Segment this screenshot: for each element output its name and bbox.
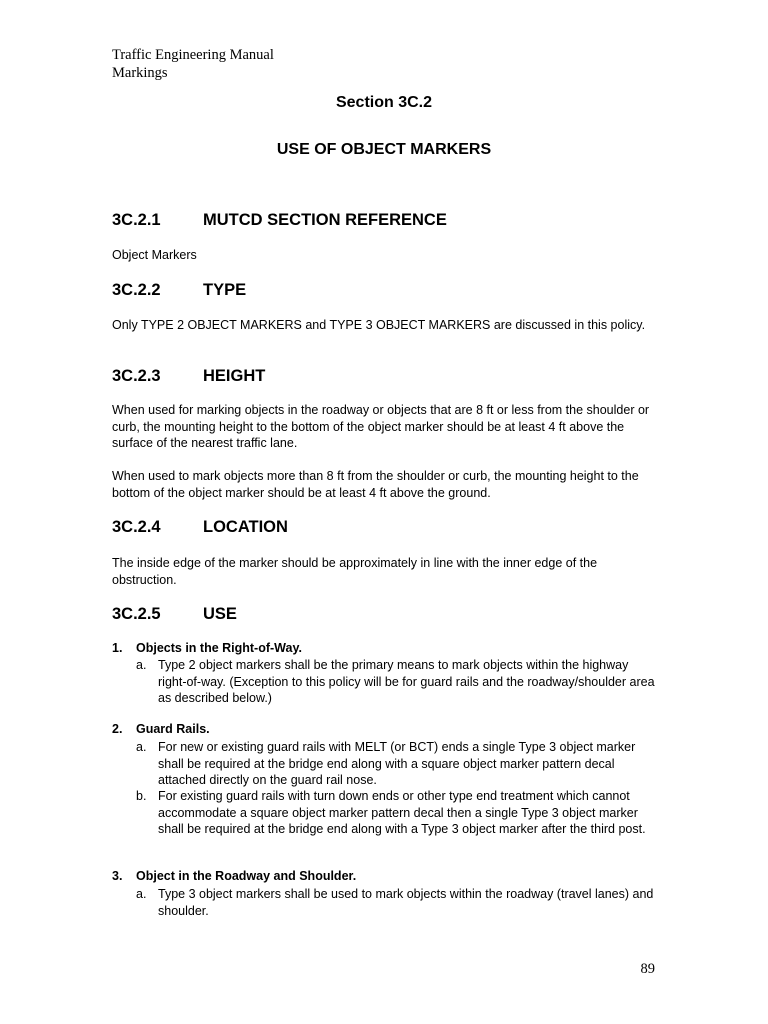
section-heading: MUTCD SECTION REFERENCE — [203, 211, 447, 229]
section-number: 3C.2.2 — [112, 281, 161, 299]
sub-item-text: Type 3 object markers shall be used to mark objects within the roadway (travel lanes) and shoulder. — [158, 887, 654, 918]
header-chapter: Markings — [112, 65, 168, 81]
sub-item-text: Type 2 object markers shall be the primary means to mark objects within the highway right-of-way. (Exception to this policy will be for guard rails and the roadway/shoulder area as described below.) — [158, 658, 655, 705]
section-subtitle: USE OF OBJECT MARKERS — [276, 141, 492, 158]
sub-item-text: For new or existing guard rails with MELT (or BCT) ends a single Type 3 object marker shall be required at the bridge end along with a square object marker pattern decal attached directly on the guard rail nose. — [158, 740, 636, 787]
sub-item-letter: a. — [136, 658, 147, 672]
sub-item-letter: b. — [136, 789, 147, 803]
section-title: Section 3C.2 — [335, 94, 433, 111]
paragraph-reference: Object Markers — [112, 248, 197, 262]
paragraph-height-1: When used for marking objects in the roadway or objects that are 8 ft or less from the shoulder or curb, the mounting height to the bottom of the object marker should be at least 4 ft above the surface of the nearest traffic lane. — [112, 403, 650, 450]
sub-item-letter: a. — [136, 887, 147, 901]
paragraph-location: The inside edge of the marker should be approximately in line with the inner edge of the obstruction. — [112, 556, 598, 587]
section-number: 3C.2.5 — [112, 605, 161, 623]
paragraph-height-2: When used to mark objects more than 8 ft from the shoulder or curb, the mounting height to the bottom of the object marker should be at least 4 ft above the ground. — [112, 469, 639, 500]
section-number: 3C.2.3 — [112, 367, 161, 385]
list-item-heading: Object in the Roadway and Shoulder. — [136, 869, 357, 883]
section-heading: LOCATION — [203, 518, 288, 536]
sub-item-text: For existing guard rails with turn down ends or other type end treatment which cannot accommodate a square object marker pattern decal then a single Type 3 object marker shall be required at the bridge end along with a Type 3 object marker after the third post. — [158, 789, 646, 836]
section-heading: USE — [203, 605, 237, 623]
list-item-number: 1. — [112, 641, 123, 655]
list-item-number: 3. — [112, 869, 123, 883]
header-manual-title: Traffic Engineering Manual — [112, 47, 274, 63]
paragraph-type: Only TYPE 2 OBJECT MARKERS and TYPE 3 OBJECT MARKERS are discussed in this policy. — [112, 318, 646, 332]
section-heading: HEIGHT — [203, 367, 266, 385]
section-number: 3C.2.1 — [112, 211, 161, 229]
running-header — [112, 46, 274, 82]
list-item-heading: Guard Rails. — [136, 722, 210, 736]
page-number: 89 — [640, 961, 655, 977]
sub-item-letter: a. — [136, 740, 147, 754]
section-heading: TYPE — [203, 281, 247, 299]
list-item-number: 2. — [112, 722, 123, 736]
section-number: 3C.2.4 — [112, 518, 161, 536]
list-item-heading: Objects in the Right-of-Way. — [136, 641, 302, 655]
